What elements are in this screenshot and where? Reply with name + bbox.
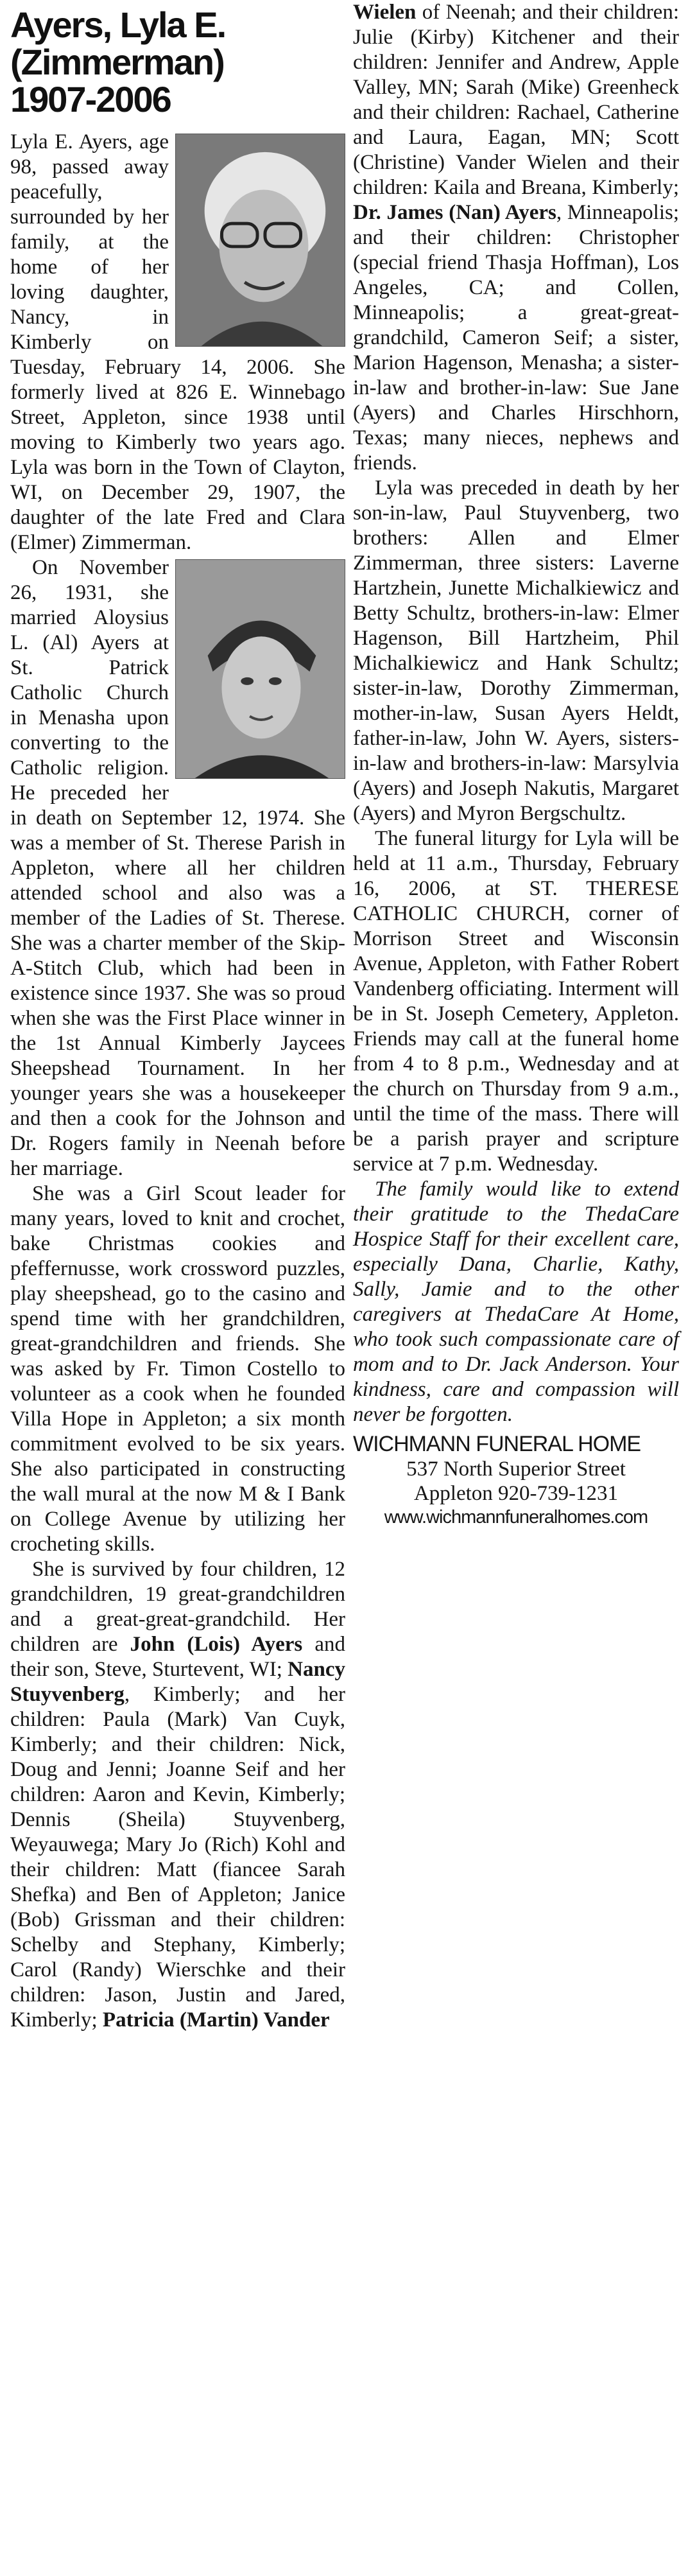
left-column: [10, 0, 345, 2033]
funeral-home-name: WICHMANN FUNERAL HOME: [353, 1432, 641, 1456]
obituary-paragraph-4: She is survived by four children, 12 grandchildren, 19 great-grandchildren and a great-great-grandchild. Her children are John (Lois) Ayers and their son, Steve, Sturtevent, WI; Nancy Stuyvenberg, Kimberly; and her children: Paula (Mark) Van Cuyk, Kimberly; and their children: Nick, Doug and Jenni; Joanne Seif and her children: Aaron and Kevin, Kimberly; Dennis (Sheila) Stuyvenberg, Weyauwega; Mary Jo (Rich) Kohl and their children: Matt (fiancee Sarah Shefka) and Ben of Appleton; Janice (Bob) Grissman and their children: Schelby and Stephany, Kimberly; Carol (Randy) Wierschke and their children: Jason, Justin and Jared, Kimberly; Patricia (Martin) Vander: [10, 1558, 346, 2032]
headline-years: 1907-2006: [10, 79, 171, 119]
survivor-name-john-ayers: John (Lois) Ayers: [130, 1633, 303, 1656]
survivor-name-wielen: Wielen: [353, 1, 417, 24]
headline-maiden-name: (Zimmerman): [10, 42, 224, 82]
funeral-home-city-phone: Appleton 920-739-1231: [413, 1482, 619, 1505]
obituary-paragraph-2-text: On November 26, 1931, she married Aloysius L. (Al) Ayers at St. Patrick Catholic Church in Menasha upon converting to the Catholic religion. He preceded her in death on September 12, 1974. She was a member of St. Therese Parish in Appleton, where all her children attended school and also was a member of the Ladies of St. Therese. She was a charter member of the Skip-A-Stitch Club, which had been in existence since 1937. She was so proud when she was the First Place winner in the 1st Annual Kimberly Jaycees Sheepshead Tournament. In her younger years she was a housekeeper and then a cook for the Johnson and Dr. Rogers family in Neenah before her marriage.: [10, 556, 345, 1180]
obituary-paragraph-6: Lyla was preceded in death by her son-in-law, Paul Stuyvenberg, two brothers: Allen and Elmer Zimmerman, three sisters: Laverne Hartzhein, Junette Michalkiewicz and Betty Schultz, brothers-in-law: Elmer Hagenson, Bill Hartzheim, Phil Michalkiewicz and Hank Schultz; sister-in-law, Dorothy Zimmerman, mother-in-law, Susan Ayers Heldt, father-in-law, John W. Ayers, sisters-in-law and brothers-in-law: Marsylvia (Ayers) and Joseph Nakutis, Margaret (Ayers) and Myron Bergschultz.: [353, 476, 679, 825]
funeral-home-address: 537 North Superior Street: [406, 1458, 626, 1481]
portrait-elderly-photo: [175, 134, 345, 347]
survivor-name-james-ayers: Dr. James (Nan) Ayers: [353, 201, 556, 224]
obituary-paragraph-5: Wielen of Neenah; and their children: Julie (Kirby) Kitchener and their children: Jennifer and Andrew, Apple Valley, MN; Sarah (Mike) Greenheck and their children: Rachael, Catherine and Laura, Eagan, MN; Scott (Christine) Vander Wielen and their children: Kaila and Breana, Kimberly; Dr. James (Nan) Ayers, Minneapolis; and their children: Christopher (special friend Thasja Hoffman), Los Angeles, CA; and Collen, Minneapolis; a great-great-grandchild, Cameron Seif; a sister, Marion Hagenson, Menasha; a sister-in-law and brother-in-law: Sue Jane (Ayers) and Charles Hirschhorn, Texas; many nieces, nephews and friends.: [353, 1, 679, 474]
obituary-paragraph-8: The family would like to extend their gratitude to the ThedaCare Hospice Staff for their excellent care, especially Dana, Charlie, Kathy, Sally, Jamie and to the other caregivers at ThedaCare At Home, who took such compassionate care of mom and to Dr. Jack Anderson. Your kindness, care and compassion will never be forgotten.: [353, 1178, 679, 1426]
survivor-name-nancy-stuyvenberg: Nancy Stuyvenberg: [10, 1658, 345, 1706]
obituary-paragraph-3: She was a Girl Scout leader for many years, loved to knit and crochet, bake Christmas cookies and pfeffernusse, work crossword puzzles, play sheepshead, go to the casino and spend time with her grandchildren, great-grandchildren and friends. She was asked by Fr. Timon Costello to volunteer as a cook when he founded Villa Hope in Appleton; a six month commitment evolved to be six years. She also participated in constructing the wall mural at the now M & I Bank on College Avenue by utilizing her crocheting skills.: [10, 1182, 345, 1556]
survivor-name-patricia-vander: Patricia (Martin) Vander: [102, 2008, 330, 2032]
obituary-paragraph-7: The funeral liturgy for Lyla will be held at 11 a.m., Thursday, February 16, 2006, at ST. THERESE CATHOLIC CHURCH, corner of Morrison Street and Wisconsin Avenue, Appleton, with Father Robert Vandenberg officiating. Interment will be in St. Joseph Cemetery, Appleton. Friends may call at the funeral home from 4 to 8 p.m., Wednesday and at the church on Thursday from 9 a.m., until the time of the mass. There will be a parish prayer and scripture service at 7 p.m. Wednesday.: [353, 827, 679, 1176]
obituary-paragraph-1: [10, 130, 345, 555]
right-column: [353, 0, 679, 1529]
headline-name: Ayers, Lyla E.: [10, 4, 226, 45]
obituary-paragraph-2: [10, 555, 345, 1181]
funeral-home-website: www.wichmannfuneralhomes.com: [384, 1507, 648, 1527]
portrait-young-photo: [175, 559, 345, 779]
obituary-paragraph-1-text: Lyla E. Ayers, age 98, passed away peacefully, surrounded by her family, at the home of her loving daughter, Nancy, in Kimberly on Tuesday, February 14, 2006. She formerly lived at 826 E. Winnebago Street, Appleton, since 1938 until moving to Kimberly two years ago. Lyla was born in the Town of Clayton, WI, on December 29, 1907, the daughter of the late Fred and Clara (Elmer) Zimmerman.: [10, 130, 345, 554]
